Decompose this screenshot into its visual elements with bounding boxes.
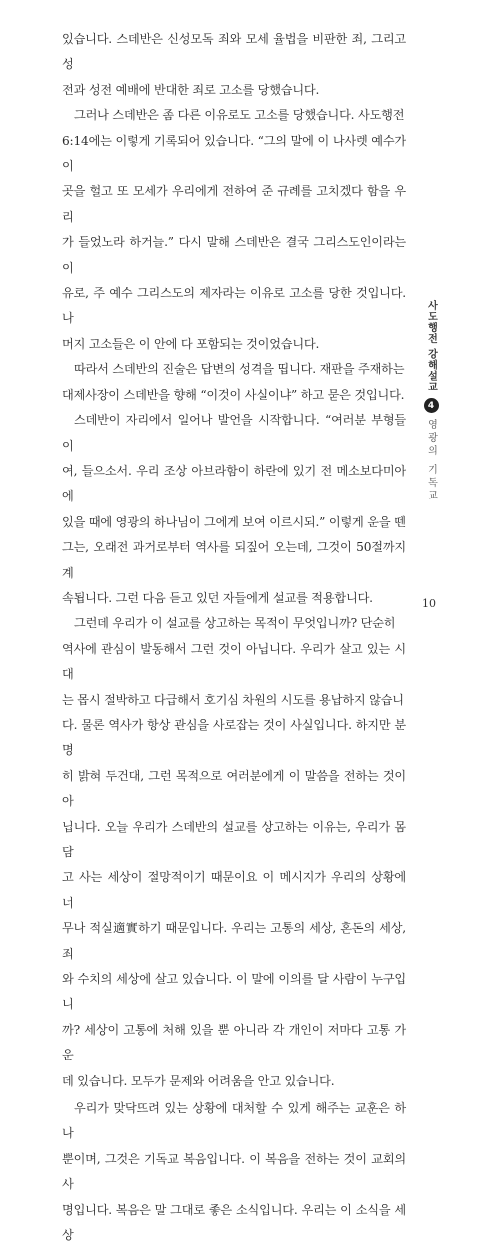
paragraph-1: 있습니다. 스데반은 신성모독 죄와 모세 율법을 비판한 죄, 그리고 성 전과 성전 예배에 반대한 죄로 고소를 당했습니다. (62, 32, 406, 97)
series-title: 사도행전 강해설교 (425, 300, 437, 393)
paragraph-6: 우리가 맞닥뜨려 있는 상황에 대처할 수 있게 해주는 교훈은 하나 뿐이며, 그것은 기독교 복음입니다. 이 복음을 전하는 것이 교회의 사 명입니다. 복음은 말 그대로 좋은 소식입니다. 우리는 이 소식을 세상 (62, 1101, 406, 1243)
chapter-title: 영광의 기독교 (425, 419, 437, 504)
paragraph-4: 스데반이 자리에서 일어나 발언을 시작합니다. “여러분 부형들이 여, 들으소서. 우리 조상 아브라함이 하란에 있기 전 메소보다미아에 있을 때에 영광의 하나님이 그에게 보여 이르시되.” 이렇게 운을 뗀 그는, 오래전 과거로부터 역사를 되짚어 오는데, 그것이 50절까지 계 속됩니다. 그런 다음 듣고 있던 자들에게 설교를 적용합니다. (62, 413, 406, 605)
side-running-header (423, 300, 439, 504)
paragraph-3: 따라서 스데반의 진술은 답변의 성격을 띱니다. 재판을 주재하는 대제사장이 스데반을 향해 “이것이 사실이냐” 하고 묻은 것입니다. (62, 362, 405, 402)
body-text (62, 27, 406, 1249)
chapter-number-badge: 4 (424, 398, 439, 413)
paragraph-2: 그러나 스데반은 좀 다른 이유로도 고소를 당했습니다. 사도행전 6:14에는 이렇게 기록되어 있습니다. “그의 말에 이 나사렛 예수가 이 곳을 헐고 또 모세가 우리에게 전하여 준 규례를 고치겠다 함을 우리 가 들었노라 하거늘.” 다시 말해 스데반은 결국 그리스도인이라는 이 유로, 주 예수 그리스도의 제자라는 이유로 고소를 당한 것입니다. 나 머지 고소들은 이 안에 다 포함되는 것이었습니다. (62, 108, 406, 351)
paragraph-5: 그런데 우리가 이 설교를 상고하는 목적이 무엇입니까? 단순히 역사에 관심이 발동해서 그런 것이 아닙니다. 우리가 살고 있는 시대 는 몹시 절박하고 다급해서 호기심 차원의 시도를 용납하지 않습니 다. 물론 역사가 항상 관심을 사로잡는 것이 사실입니다. 하지만 분명 히 밝혀 두건대, 그런 목적으로 여러분에게 이 말씀을 전하는 것이 아 닙니다. 오늘 우리가 스데반의 설교를 상고하는 이유는, 우리가 몸담 고 사는 세상이 절망적이기 때문이요 이 메시지가 우리의 상황에 너 무나 적실適實하기 때문입니다. 우리는 고통의 세상, 혼돈의 세상, 죄 와 수치의 세상에 살고 있습니다. 이 말에 이의를 달 사람이 누구입니 까? 세상이 고통에 처해 있을 뿐 아니라 각 개인이 저마다 고통 가운 데 있습니다. 모두가 문제와 어려움을 안고 있습니다. (62, 616, 406, 1088)
page-number: 10 (422, 597, 436, 610)
